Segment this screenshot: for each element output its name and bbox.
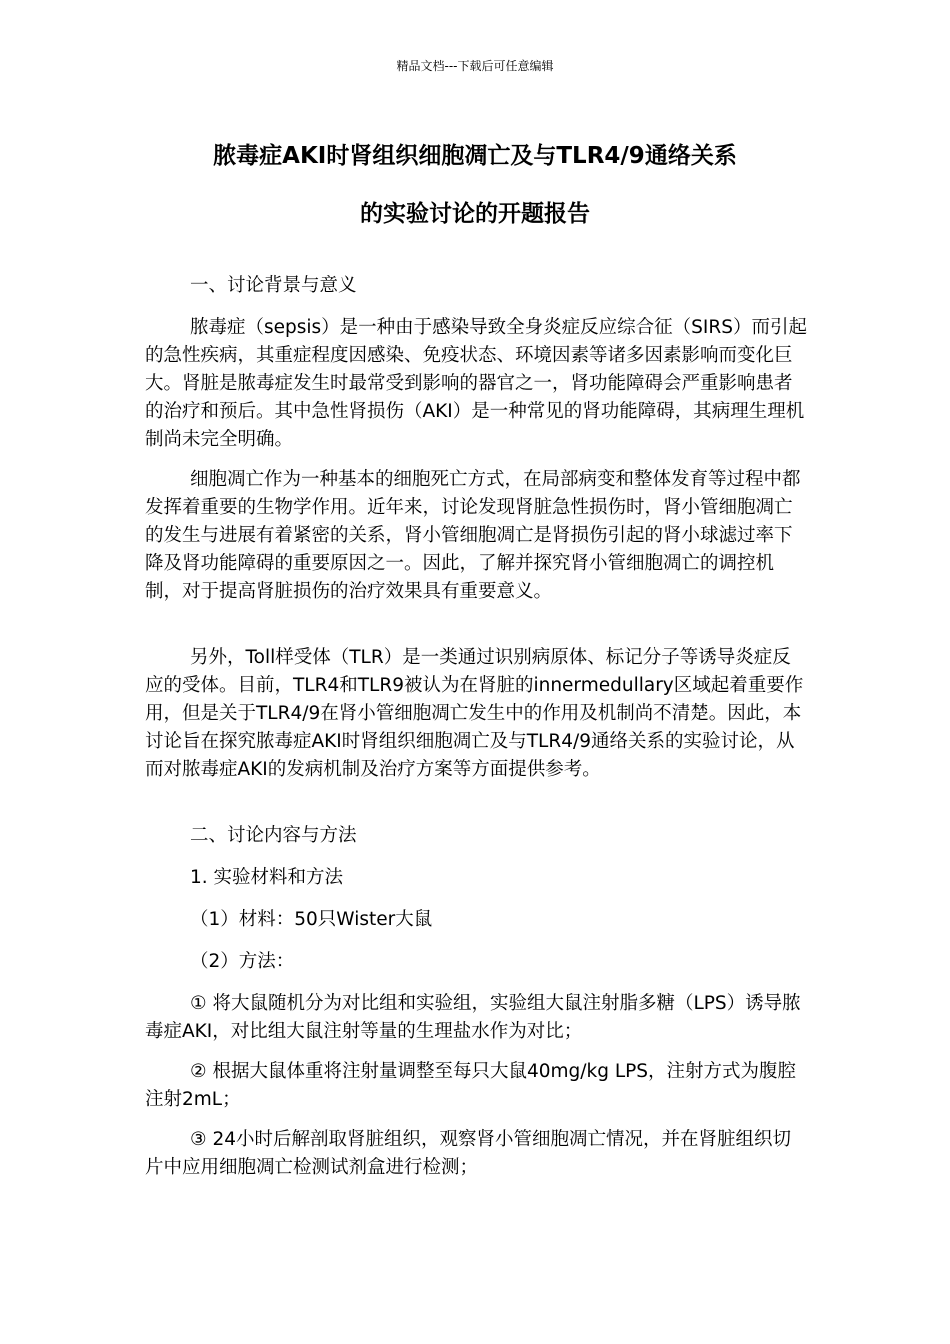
method-step-1: ① 将大鼠随机分为对比组和实验组，实验组大鼠注射脂多糖（LPS）诱导脓毒症AKI，对比组大鼠注射等量的生理盐水作为对比； bbox=[145, 993, 801, 1042]
paragraph-1: 脓毒症（sepsis）是一种由于感染导致全身炎症反应综合征（SIRS）而引起的急性疾病，其重症程度因感染、免疫状态、环境因素等诸多因素影响而变化巨大。肾脏是脓毒症发生时最常受到影响的器官之一，肾功能障碍会严重影响患者的治疗和预后。其中急性肾损伤（AKI）是一种常见的肾功能障碍，其病理生理机制尚未完全明确。 bbox=[145, 317, 807, 450]
item-1-heading: 1. 实验材料和方法 bbox=[190, 867, 344, 888]
page-header: 精品文档---下载后可任意编辑 bbox=[396, 59, 554, 73]
title-line-2: 的实验讨论的开题报告 bbox=[360, 201, 590, 227]
paragraph-3: 另外，Toll样受体（TLR）是一类通过识别病原体、标记分子等诱导炎症反应的受体。目前，TLR4和TLR9被认为在肾脏的innermedullary区域起着重要作用，但是关于TLR4/9在肾小管细胞凋亡发生中的作用及机制尚不清楚。因此，本讨论旨在探究脓毒症AKI时肾组织细胞凋亡及与TLR4/9通络关系的实验讨论，从而对脓毒症AKI的发病机制及治疗方案等方面提供参考。 bbox=[145, 647, 804, 780]
method-step-2: ② 根据大鼠体重将注射量调整至每只大鼠40mg/kg LPS，注射方式为腹腔注射2mL； bbox=[145, 1061, 797, 1110]
materials-line: （1）材料：50只Wister大鼠 bbox=[190, 909, 433, 930]
section-2-heading: 二、讨论内容与方法 bbox=[190, 825, 357, 846]
title-line-1: 脓毒症AKI时肾组织细胞凋亡及与TLR4/9通络关系 bbox=[213, 143, 737, 169]
methods-line: （2）方法： bbox=[190, 951, 295, 972]
method-step-3: ③ 24小时后解剖取肾脏组织，观察肾小管细胞凋亡情况，并在肾脏组织切片中应用细胞凋亡检测试剂盒进行检测； bbox=[145, 1129, 792, 1178]
section-1-heading: 一、讨论背景与意义 bbox=[190, 275, 357, 296]
paragraph-2: 细胞凋亡作为一种基本的细胞死亡方式，在局部病变和整体发育等过程中都发挥着重要的生物学作用。近年来，讨论发现肾脏急性损伤时，肾小管细胞凋亡的发生与进展有着紧密的关系，肾小管细胞凋亡是肾损伤引起的肾小球滤过率下降及肾功能障碍的重要原因之一。因此，了解并探究肾小管细胞凋亡的调控机制，对于提高肾脏损伤的治疗效果具有重要意义。 bbox=[145, 469, 801, 602]
